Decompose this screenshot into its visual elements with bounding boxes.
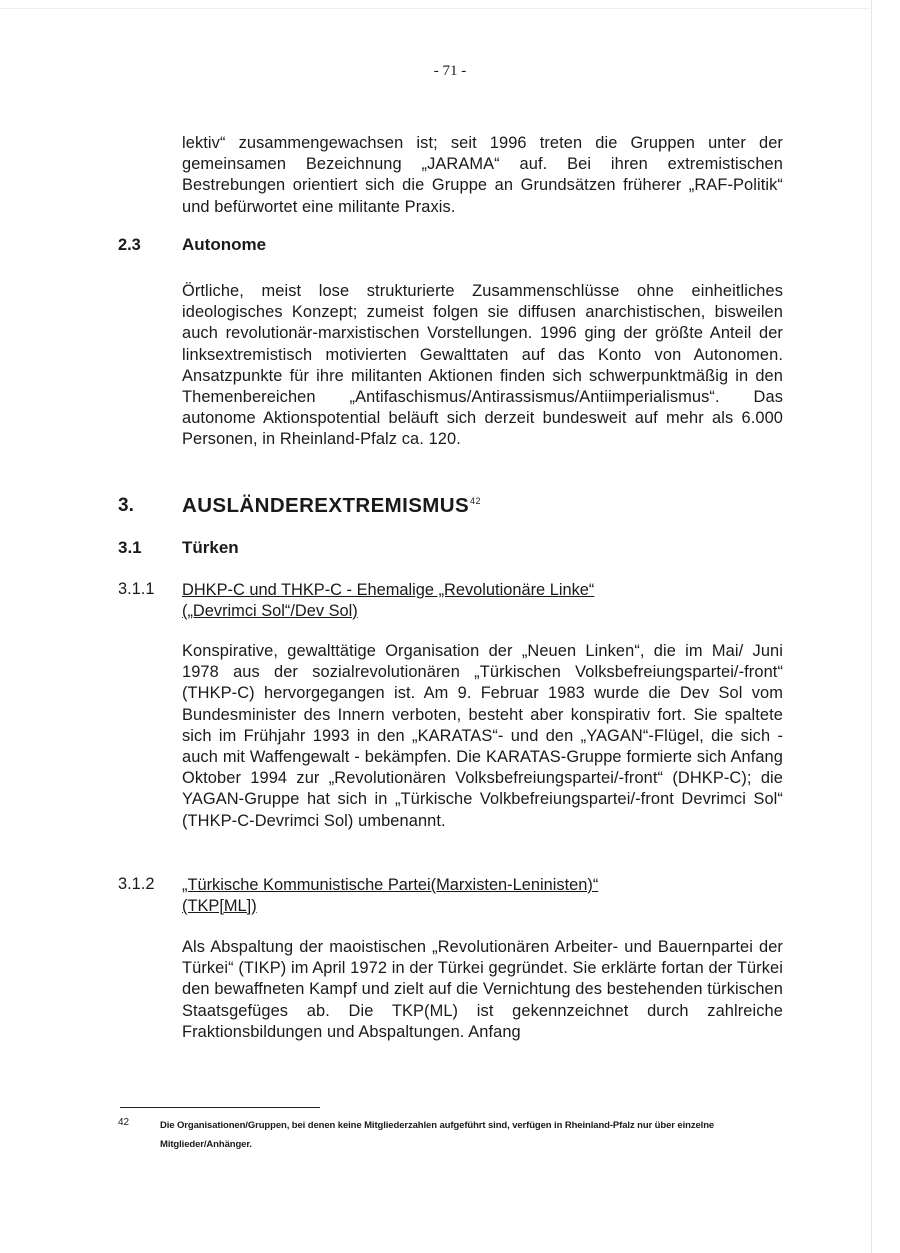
section-3-1-title: Türken <box>182 538 239 557</box>
scan-edge-right <box>871 0 872 1253</box>
section-2-3-title: Autonome <box>182 235 267 254</box>
section-3-1-number: 3.1 <box>118 538 142 557</box>
section-3-1-1-title-line1: DHKP-C und THKP-C - Ehemalige „Revolutionäre Linke“ <box>182 581 595 599</box>
page-number: - 71 - <box>433 63 467 79</box>
section-3-1-2-paragraph: Als Abspaltung der maoistischen „Revolutionären Arbeiter- und Bauernpartei der Türkei“ (TIKP) im April 1972 in der Türkei gegründet. Sie erklärte fortan der Türkei den bewaffneten Kampf und zielt auf die Vernichtung des bestehenden türkischen Staatsgefüges ab. Die TKP(ML) ist gekennzeichnet durch zahlreiche Fraktionsbildungen und Abspaltungen. Anfang <box>182 938 783 1041</box>
section-3-number: 3. <box>118 495 134 516</box>
section-3-1-2-title-line2: (TKP[ML]) <box>182 897 257 915</box>
section-3-1-2-number: 3.1.2 <box>118 875 155 893</box>
section-2-3-number: 2.3 <box>118 236 141 254</box>
footnote-text: Die Organisationen/Gruppen, bei denen keine Mitgliederzahlen aufgeführt sind, verfügen in Rheinland-Pfalz nur über einzelne Mitglieder/Anhänger. <box>160 1120 715 1150</box>
section-3-1-1-paragraph: Konspirative, gewalttätige Organisation der „Neuen Linken“, die im Mai/ Juni 1978 aus der sozialrevolutionären „Türkischen Volksbefreiungspartei/-front“ (THKP-C) hervorgegangen ist. Am 9. Februar 1983 wurde die Dev Sol vom Bundesminister des Innern verboten, besteht aber konspirativ fort. Sie spaltete sich im Frühjahr 1993 in den „KARATAS“- und den „YAGAN“-Flügel, die sich - auch mit Waffengewalt - bekämpfen. Die KARATAS-Gruppe formierte sich Anfang Oktober 1994 zur „Revolutionären Volksbefreiungspartei/-front“ (DHKP-C); die YAGAN-Gruppe hat sich in „Türkische Volkbefreiungspartei/-front Devrimci Sol“ (THKP-C-Devrimci Sol) umbenannt. <box>182 642 783 830</box>
scan-edge-top <box>0 8 870 9</box>
footnote-reference: 42 <box>470 496 481 507</box>
section-3-title-text: AUSLÄNDEREXTREMISMUS <box>182 494 470 517</box>
section-3-1-1-number: 3.1.1 <box>118 580 155 598</box>
footnote-number: 42 <box>118 1117 130 1128</box>
footnote-separator <box>120 1107 320 1108</box>
section-3-title <box>182 494 481 518</box>
section-2-3-paragraph: Örtliche, meist lose strukturierte Zusammenschlüsse ohne einheitliches ideologisches Konzept; zumeist folgen sie diffusen anarchistischen, bisweilen auch revolutionär-marxistischen Vorstellungen. 1996 ging der größte Anteil der linksextremistisch motivierten Gewalttaten auf das Konto von Autonomen. Ansatzpunkte für ihre militanten Aktionen finden sich schwerpunktmäßig in den Themenbereichen „Antifaschismus/Antirassismus/Antiimperialismus“. Das autonome Aktionspotential beläuft sich derzeit bundesweit auf mehr als 6.000 Personen, in Rheinland-Pfalz ca. 120. <box>182 282 783 449</box>
section-3-1-1-title-line2: („Devrimci Sol“/Dev Sol) <box>182 602 358 620</box>
intro-paragraph: lektiv“ zusammengewachsen ist; seit 1996 treten die Gruppen unter der gemeinsamen Bezeichnung „JARAMA“ auf. Bei ihren extremistischen Bestrebungen orientiert sich die Gruppe an Grundsätzen früherer „RAF-Politik“ und befürwortet eine militante Praxis. <box>182 134 783 216</box>
section-3-1-2-title-line1: „Türkische Kommunistische Partei(Marxisten-Leninisten)“ <box>182 876 599 894</box>
